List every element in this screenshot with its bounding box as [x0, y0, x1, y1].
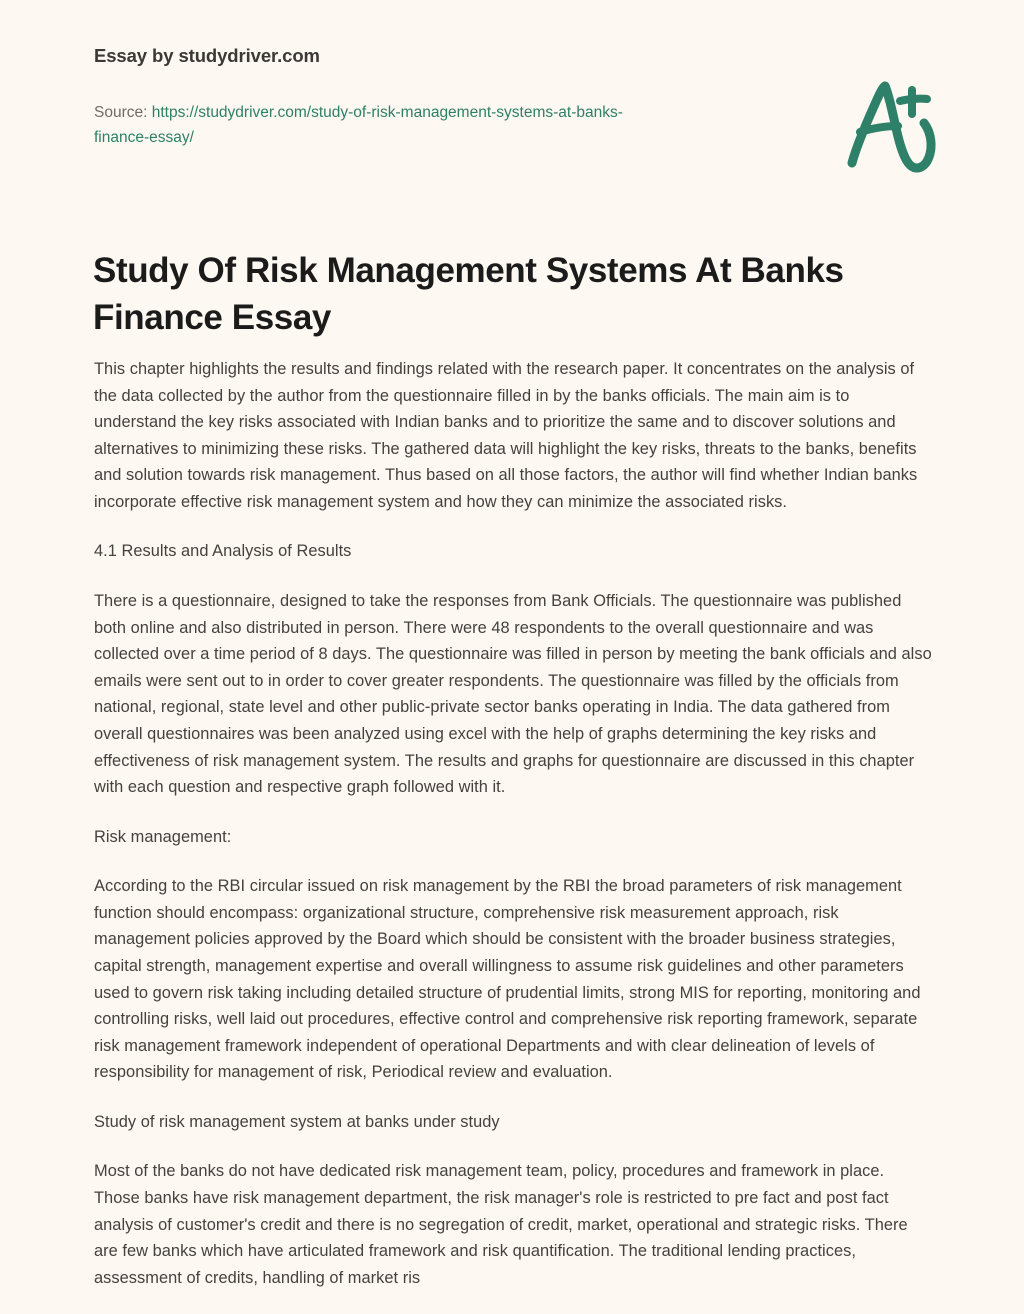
section-heading-study-of-rms: Study of risk management system at banks under study — [94, 1112, 500, 1131]
section-heading-risk-management: Risk management: — [94, 827, 232, 846]
paragraph-rbi-circular: According to the RBI circular issued on risk management by the RBI the broad parameters of risk management function should encompass: organizational structure, comprehensive risk measurement approach, risk management policies approved by the Board which should be consistent with the broader business strategies, capital strength, management expertise and overall willingness to assume risk guidelines and other parameters used to govern risk taking including detailed structure of prudential limits, strong MIS for reporting, monitoring and controlling risks, well laid out procedures, effective control and comprehensive risk reporting framework, separate risk management framework independent of operational Departments and with clear delineation of levels of responsibility for management of risk, Periodical review and evaluation. — [94, 877, 921, 1082]
source-url-link[interactable]: https://studydriver.com/study-of-risk-management-systems-at-banks-finance-essay/ — [94, 104, 623, 147]
paragraph-intro: This chapter highlights the results and findings related with the research paper. It concentrates on the analysis of the data collected by the author from the questionnaire filled in by the banks officials. The main aim is to understand the key risks associated with Indian banks and to prioritize the same and to discover solutions and alternatives to minimizing these risks. The gathered data will highlight the key risks, threats to the banks, benefits and solution towards risk management. Thus based on all those factors, the author will find whether Indian banks incorporate effective risk management system and how they can minimize the associated risks. — [94, 360, 918, 511]
source-label: Source: — [94, 104, 152, 121]
page-title: Study Of Risk Management Systems At Banks Finance Essay — [93, 251, 844, 337]
a-plus-logo-svg — [828, 66, 948, 186]
article-body — [94, 356, 934, 1314]
paragraph-banks-under-study: Most of the banks do not have dedicated risk management team, policy, procedures and framework in place. Those banks have risk management department, the risk manager's role is restricted to pre fact and post fact analysis of customer's credit and there is no segregation of credit, market, operational and strategic risks. There are few banks which have articulated framework and risk quantification. The traditional lending practices, assessment of credits, handling of market ris — [94, 1162, 908, 1287]
section-heading-4-1: 4.1 Results and Analysis of Results — [94, 542, 352, 561]
source-line — [94, 100, 654, 150]
site-byline: Essay by studydriver.com — [94, 45, 320, 66]
paragraph-methodology: There is a questionnaire, designed to take the responses from Bank Officials. The questionnaire was published both online and also distributed in person. There were 48 respondents to the overall questionnaire and was collected over a time period of 8 days. The questionnaire was filled in person by meeting the bank officials and also emails were sent out to in order to cover greater respondents. The questionnaire was filled by the officials from national, regional, state level and other public-private sector banks operating in India. The data gathered from overall questionnaires was been analyzed using excel with the help of graphs determining the key risks and effectiveness of risk management system. The results and graphs for questionnaire are discussed in this chapter with each question and respective graph followed with it. — [94, 592, 932, 797]
a-plus-logo-icon — [828, 66, 948, 186]
